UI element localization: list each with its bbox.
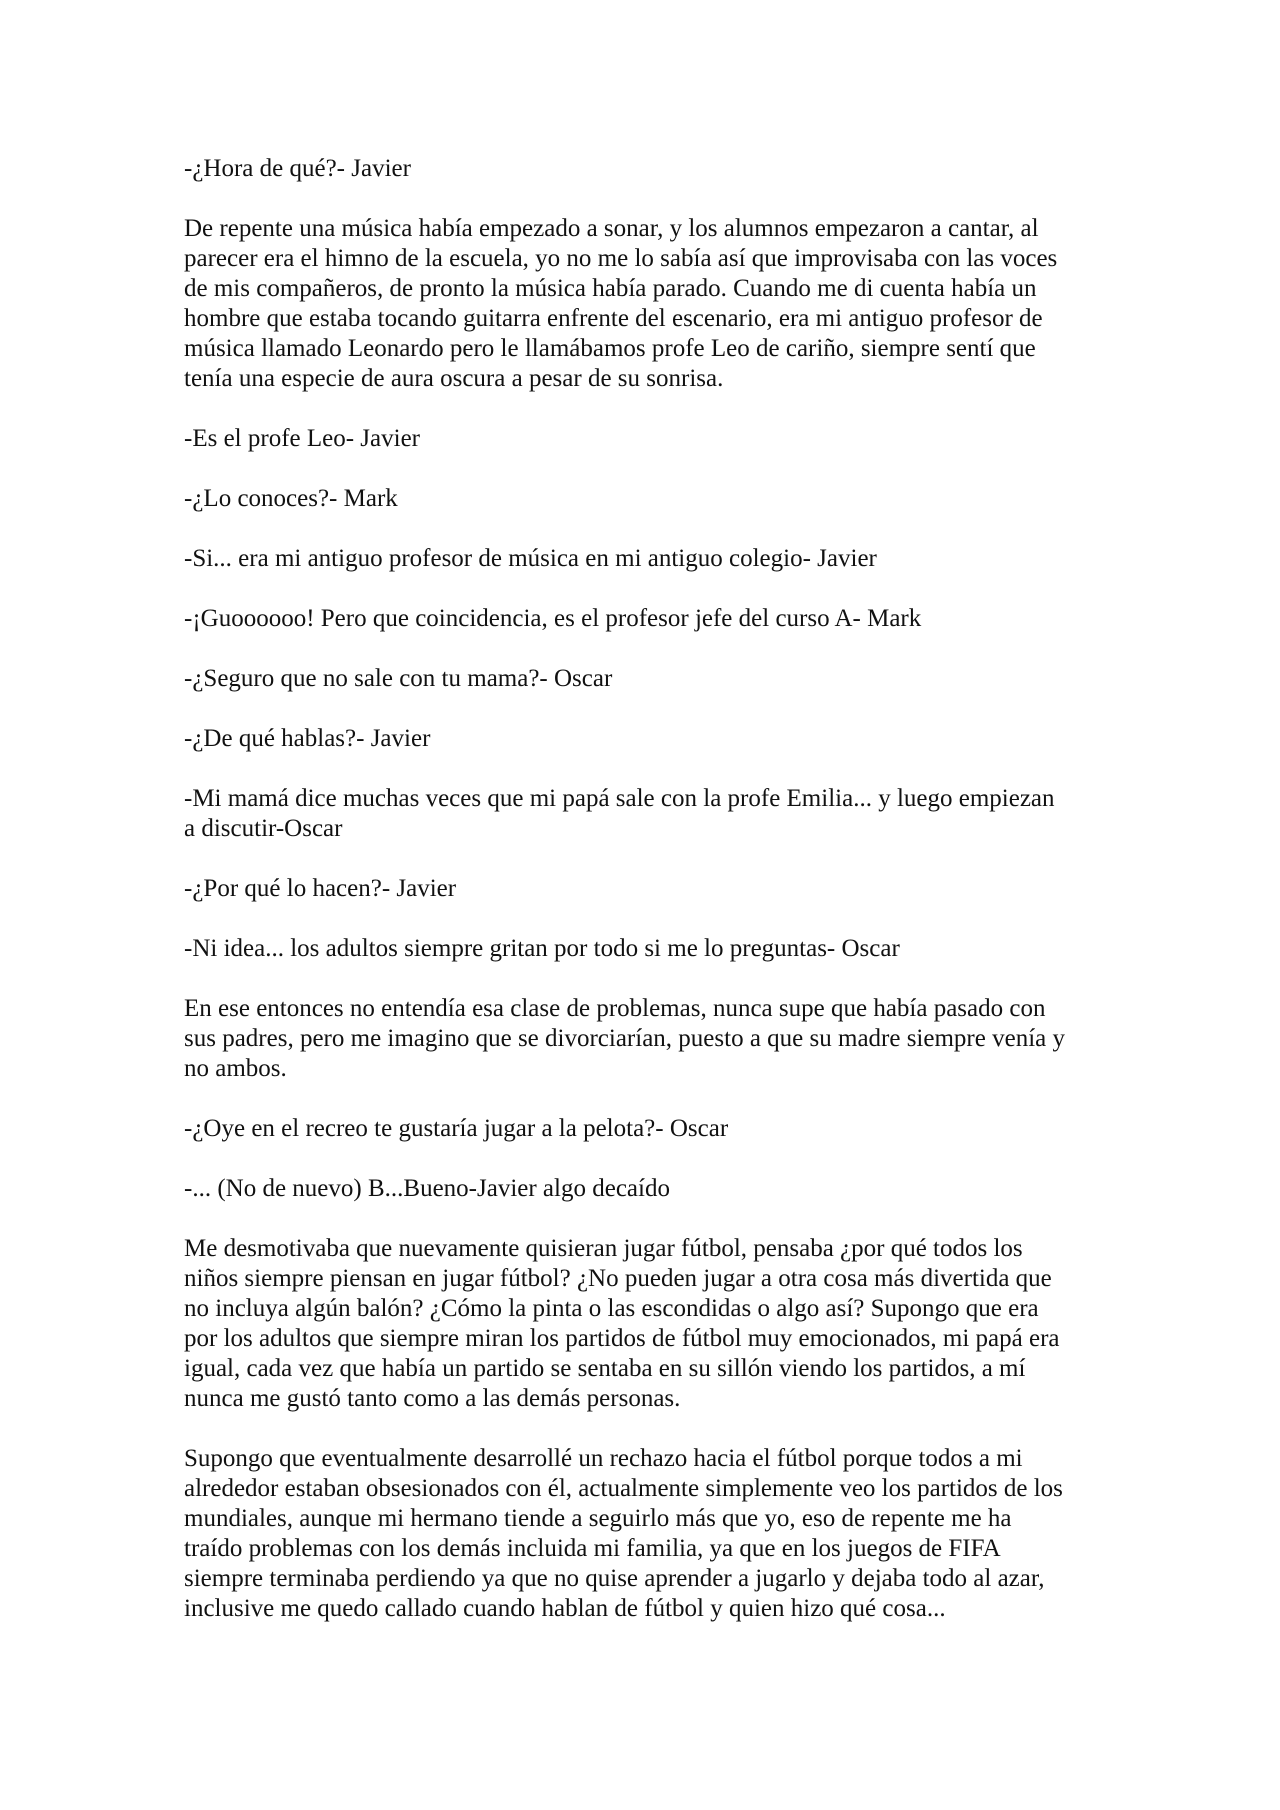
- text-line: mundiales, aunque mi hermano tiende a seguirlo más que yo, eso de repente me ha: [184, 1505, 1012, 1532]
- paragraph: [184, 1114, 1124, 1144]
- text-line: -¿De qué hablas?- Javier: [184, 725, 431, 752]
- text-line: parecer era el himno de la escuela, yo no me lo sabía así que improvisaba con las voces: [184, 245, 1058, 272]
- paragraph: [184, 424, 1124, 454]
- paragraph: [184, 1174, 1124, 1204]
- text-line: -¿Por qué lo hacen?- Javier: [184, 875, 457, 902]
- text-line: De repente una música había empezado a sonar, y los alumnos empezaron a cantar, al: [184, 215, 1039, 242]
- text-line: -¿Oye en el recreo te gustaría jugar a la pelota?- Oscar: [184, 1115, 729, 1142]
- paragraph: [184, 604, 1124, 634]
- text-line: siempre terminaba perdiendo ya que no quise aprender a jugarlo y dejaba todo al azar,: [184, 1565, 1045, 1592]
- text-line: música llamado Leonardo pero le llamábamos profe Leo de cariño, siempre sentí que: [184, 335, 1036, 362]
- text-line: -¡Guoooooo! Pero que coincidencia, es el profesor jefe del curso A- Mark: [184, 605, 922, 632]
- paragraph: [184, 874, 1124, 904]
- paragraph: [184, 664, 1124, 694]
- text-line: Supongo que eventualmente desarrollé un rechazo hacia el fútbol porque todos a mi: [184, 1445, 1023, 1472]
- paragraph: [184, 934, 1124, 964]
- text-line: a discutir-Oscar: [184, 815, 343, 842]
- text-line: -Si... era mi antiguo profesor de música en mi antiguo colegio- Javier: [184, 545, 877, 572]
- text-line: En ese entonces no entendía esa clase de problemas, nunca supe que había pasado con: [184, 995, 1046, 1022]
- text-line: -¿Hora de qué?- Javier: [184, 155, 411, 182]
- paragraph: [184, 214, 1124, 394]
- paragraph: [184, 1234, 1124, 1414]
- paragraph: [184, 544, 1124, 574]
- text-line: nunca me gustó tanto como a las demás personas.: [184, 1385, 681, 1412]
- text-line: traído problemas con los demás incluida mi familia, ya que en los juegos de FIFA: [184, 1535, 1001, 1562]
- text-line: alrededor estaban obsesionados con él, actualmente simplemente veo los partidos de los: [184, 1475, 1063, 1502]
- text-line: igual, cada vez que había un partido se sentaba en su sillón viendo los partidos, a mí: [184, 1355, 1026, 1382]
- text-line: por los adultos que siempre miran los partidos de fútbol muy emocionados, mi papá era: [184, 1325, 1060, 1352]
- paragraph: [184, 154, 1124, 184]
- text-line: -Ni idea... los adultos siempre gritan por todo si me lo preguntas- Oscar: [184, 935, 900, 962]
- text-line: sus padres, pero me imagino que se divorciarían, puesto a que su madre siempre venía y: [184, 1025, 1065, 1052]
- document-page: [184, 154, 1124, 1654]
- text-line: no ambos.: [184, 1055, 287, 1082]
- text-line: no incluya algún balón? ¿Cómo la pinta o las escondidas o algo así? Supongo que era: [184, 1295, 1039, 1322]
- text-line: Me desmotivaba que nuevamente quisieran jugar fútbol, pensaba ¿por qué todos los: [184, 1235, 1023, 1262]
- paragraph: [184, 784, 1124, 844]
- text-line: hombre que estaba tocando guitarra enfrente del escenario, era mi antiguo profesor de: [184, 305, 1043, 332]
- text-line: tenía una especie de aura oscura a pesar de su sonrisa.: [184, 365, 724, 392]
- text-line: -Es el profe Leo- Javier: [184, 425, 420, 452]
- paragraph: [184, 1444, 1124, 1624]
- text-line: -... (No de nuevo) B...Bueno-Javier algo decaído: [184, 1175, 670, 1202]
- paragraph: [184, 994, 1124, 1084]
- paragraph: [184, 484, 1124, 514]
- text-line: -¿Seguro que no sale con tu mama?- Oscar: [184, 665, 613, 692]
- text-line: -¿Lo conoces?- Mark: [184, 485, 398, 512]
- text-line: inclusive me quedo callado cuando hablan de fútbol y quien hizo qué cosa...: [184, 1595, 946, 1622]
- paragraph: [184, 724, 1124, 754]
- text-line: de mis compañeros, de pronto la música había parado. Cuando me di cuenta había un: [184, 275, 1037, 302]
- text-line: -Mi mamá dice muchas veces que mi papá sale con la profe Emilia... y luego empiezan: [184, 785, 1055, 812]
- text-line: niños siempre piensan en jugar fútbol? ¿No pueden jugar a otra cosa más divertida que: [184, 1265, 1052, 1292]
